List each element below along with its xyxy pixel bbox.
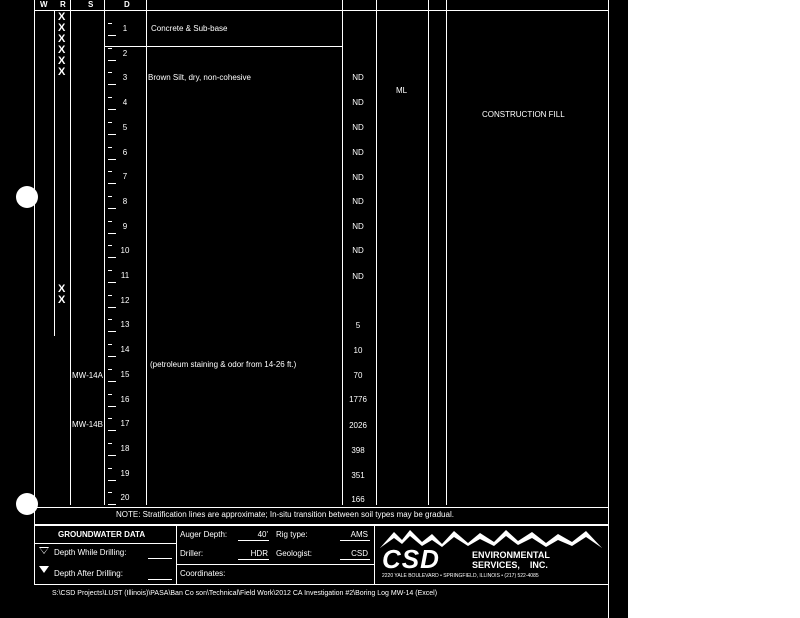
depth-label: 16 xyxy=(120,394,130,404)
depth-label: 19 xyxy=(120,468,130,478)
depth-while-drilling-blank xyxy=(148,558,172,559)
pid-reading: 166 xyxy=(351,495,365,504)
rig-type-label: Rig type: xyxy=(276,530,308,539)
depth-label: 17 xyxy=(120,419,130,429)
col-header-w: W xyxy=(40,0,48,9)
depth-label: 4 xyxy=(122,98,128,108)
depth-label: 20 xyxy=(120,493,130,503)
depth-label: 1 xyxy=(122,24,128,33)
depth-label: 13 xyxy=(120,320,130,330)
depth-tick xyxy=(108,282,116,283)
depth-tick xyxy=(108,183,116,184)
column-line xyxy=(54,10,55,336)
depth-tick xyxy=(108,504,116,505)
depth-label: 6 xyxy=(122,147,128,157)
auger-depth-value: 40' xyxy=(257,530,268,539)
depth-label: 15 xyxy=(120,369,130,379)
depth-tick xyxy=(108,233,116,234)
depth-half-tick xyxy=(108,418,112,419)
driller-label: Driller: xyxy=(180,549,204,558)
depth-after-drilling-label: Depth After Drilling: xyxy=(54,569,123,578)
depth-label: 7 xyxy=(122,172,128,182)
depth-label: 3 xyxy=(122,73,128,83)
pid-reading: ND xyxy=(352,222,364,231)
recovery-x-mark: X xyxy=(58,33,66,45)
depth-tick xyxy=(108,307,116,308)
recovery-x-mark: X xyxy=(58,294,66,306)
depth-tick xyxy=(108,60,116,61)
depth-half-tick xyxy=(108,443,112,444)
depth-half-tick xyxy=(108,97,112,98)
depth-after-drilling-blank xyxy=(148,579,172,580)
depth-tick xyxy=(108,208,116,209)
depth-tick xyxy=(108,257,116,258)
pid-reading: ND xyxy=(352,148,364,157)
recovery-x-mark: X xyxy=(58,11,66,23)
depth-half-tick xyxy=(108,147,112,148)
footer-divider xyxy=(34,543,176,544)
uscs-symbol: ML xyxy=(396,86,408,95)
stratum-line xyxy=(104,46,342,47)
depth-label: 12 xyxy=(120,295,130,305)
depth-half-tick xyxy=(108,344,112,345)
pid-reading: 1776 xyxy=(349,395,367,404)
pid-reading: 70 xyxy=(353,371,363,380)
water-level-icon-inner xyxy=(40,548,48,553)
note-text: NOTE: Stratification lines are approximate; In-situ transition between soil types may be gradual. xyxy=(116,510,454,519)
well-label-b: MW-14B xyxy=(72,420,103,429)
pid-reading: 5 xyxy=(355,321,361,330)
depth-label: 18 xyxy=(120,443,130,453)
pid-reading: ND xyxy=(352,272,364,281)
depth-half-tick xyxy=(108,319,112,320)
recovery-x-mark: X xyxy=(58,44,66,56)
rig-type-value: AMS xyxy=(350,530,368,539)
column-line xyxy=(104,0,105,505)
depth-half-tick xyxy=(108,468,112,469)
depth-tick xyxy=(108,406,116,407)
logo-line1: ENVIRONMENTAL xyxy=(472,550,550,560)
depth-tick xyxy=(108,430,116,431)
recovery-x-mark: X xyxy=(58,66,66,78)
footer-divider xyxy=(176,525,177,584)
recovery-x-mark: X xyxy=(58,22,66,34)
footer-divider xyxy=(374,525,375,584)
recovery-x-mark: X xyxy=(58,283,66,295)
depth-half-tick xyxy=(108,369,112,370)
pid-reading: ND xyxy=(352,73,364,82)
geologist-label: Geologist: xyxy=(276,549,313,558)
depth-half-tick xyxy=(108,295,112,296)
footer-divider xyxy=(176,564,374,565)
pid-reading: ND xyxy=(352,173,364,182)
column-line xyxy=(70,0,71,505)
geologist-value: CSD xyxy=(351,549,368,558)
column-line xyxy=(446,0,447,505)
binder-hole xyxy=(16,186,38,208)
depth-while-drilling-label: Depth While Drilling: xyxy=(54,548,127,557)
depth-label: 14 xyxy=(120,345,130,355)
column-line xyxy=(428,0,429,505)
driller-underline xyxy=(238,559,269,560)
depth-half-tick xyxy=(108,221,112,222)
depth-half-tick xyxy=(108,492,112,493)
logo-address: 2220 YALE BOULEVARD • SPRINGFIELD, ILLINOIS • (217) 522-4085 xyxy=(382,573,539,579)
description-staining: (petroleum staining & odor from 14-26 ft.) xyxy=(150,360,297,369)
depth-tick xyxy=(108,134,116,135)
driller-value: HDR xyxy=(250,549,268,558)
depth-half-tick xyxy=(108,72,112,73)
depth-tick xyxy=(108,109,116,110)
csd-logo xyxy=(376,526,606,583)
depth-tick xyxy=(108,84,116,85)
auger-depth-label: Auger Depth: xyxy=(180,530,228,539)
col-header-s: S xyxy=(88,0,94,9)
depth-half-tick xyxy=(108,394,112,395)
depth-half-tick xyxy=(108,48,112,49)
pid-reading: 2026 xyxy=(349,421,367,430)
well-label-a: MW-14A xyxy=(72,371,103,380)
pid-reading: ND xyxy=(352,98,364,107)
coordinates-label: Coordinates: xyxy=(180,569,226,578)
logo-line2: SERVICES, INC. xyxy=(472,560,548,570)
rig-type-underline xyxy=(340,540,370,541)
depth-half-tick xyxy=(108,245,112,246)
pid-reading: ND xyxy=(352,197,364,206)
depth-tick xyxy=(108,455,116,456)
water-level-filled-icon xyxy=(39,566,49,573)
geologic-unit: CONSTRUCTION FILL xyxy=(482,110,565,119)
description-concrete: Concrete & Sub-base xyxy=(151,24,228,33)
logo-csd-text: CSD xyxy=(382,544,440,574)
recovery-x-mark: X xyxy=(58,55,66,67)
depth-tick xyxy=(108,356,116,357)
depth-tick xyxy=(108,159,116,160)
col-header-d: D xyxy=(124,0,130,9)
groundwater-title: GROUNDWATER DATA xyxy=(58,530,146,539)
pid-reading: ND xyxy=(352,123,364,132)
description-silt: Brown Silt, dry, non-cohesive xyxy=(148,73,252,82)
depth-half-tick xyxy=(108,171,112,172)
column-line xyxy=(376,0,377,505)
depth-tick xyxy=(108,331,116,332)
depth-tick xyxy=(108,35,116,36)
geologist-underline xyxy=(340,559,370,560)
depth-half-tick xyxy=(108,270,112,271)
depth-label: 10 xyxy=(120,246,130,256)
depth-half-tick xyxy=(108,23,112,24)
pid-reading: 351 xyxy=(351,471,365,480)
pid-reading: 398 xyxy=(351,446,365,455)
auger-depth-underline xyxy=(238,540,269,541)
depth-tick xyxy=(108,480,116,481)
depth-label: 5 xyxy=(122,122,128,132)
depth-tick xyxy=(108,381,116,382)
depth-label: 11 xyxy=(120,271,130,280)
file-path: S:\CSD Projects\LUST (Illinois)\PASA\Ban Co son\Technical\Field Work\2012 CA Investigation #2\Boring Log MW-14 (Excel) xyxy=(52,590,438,597)
depth-label: 8 xyxy=(122,196,128,206)
column-line xyxy=(146,0,147,505)
col-header-r: R xyxy=(60,0,66,9)
column-line xyxy=(34,0,35,505)
depth-label: 9 xyxy=(122,221,128,231)
header-divider xyxy=(34,10,608,11)
pid-reading: 10 xyxy=(353,346,363,355)
depth-label: 2 xyxy=(122,48,128,58)
depth-half-tick xyxy=(108,196,112,197)
depth-half-tick xyxy=(108,122,112,123)
pid-reading: ND xyxy=(352,246,364,255)
